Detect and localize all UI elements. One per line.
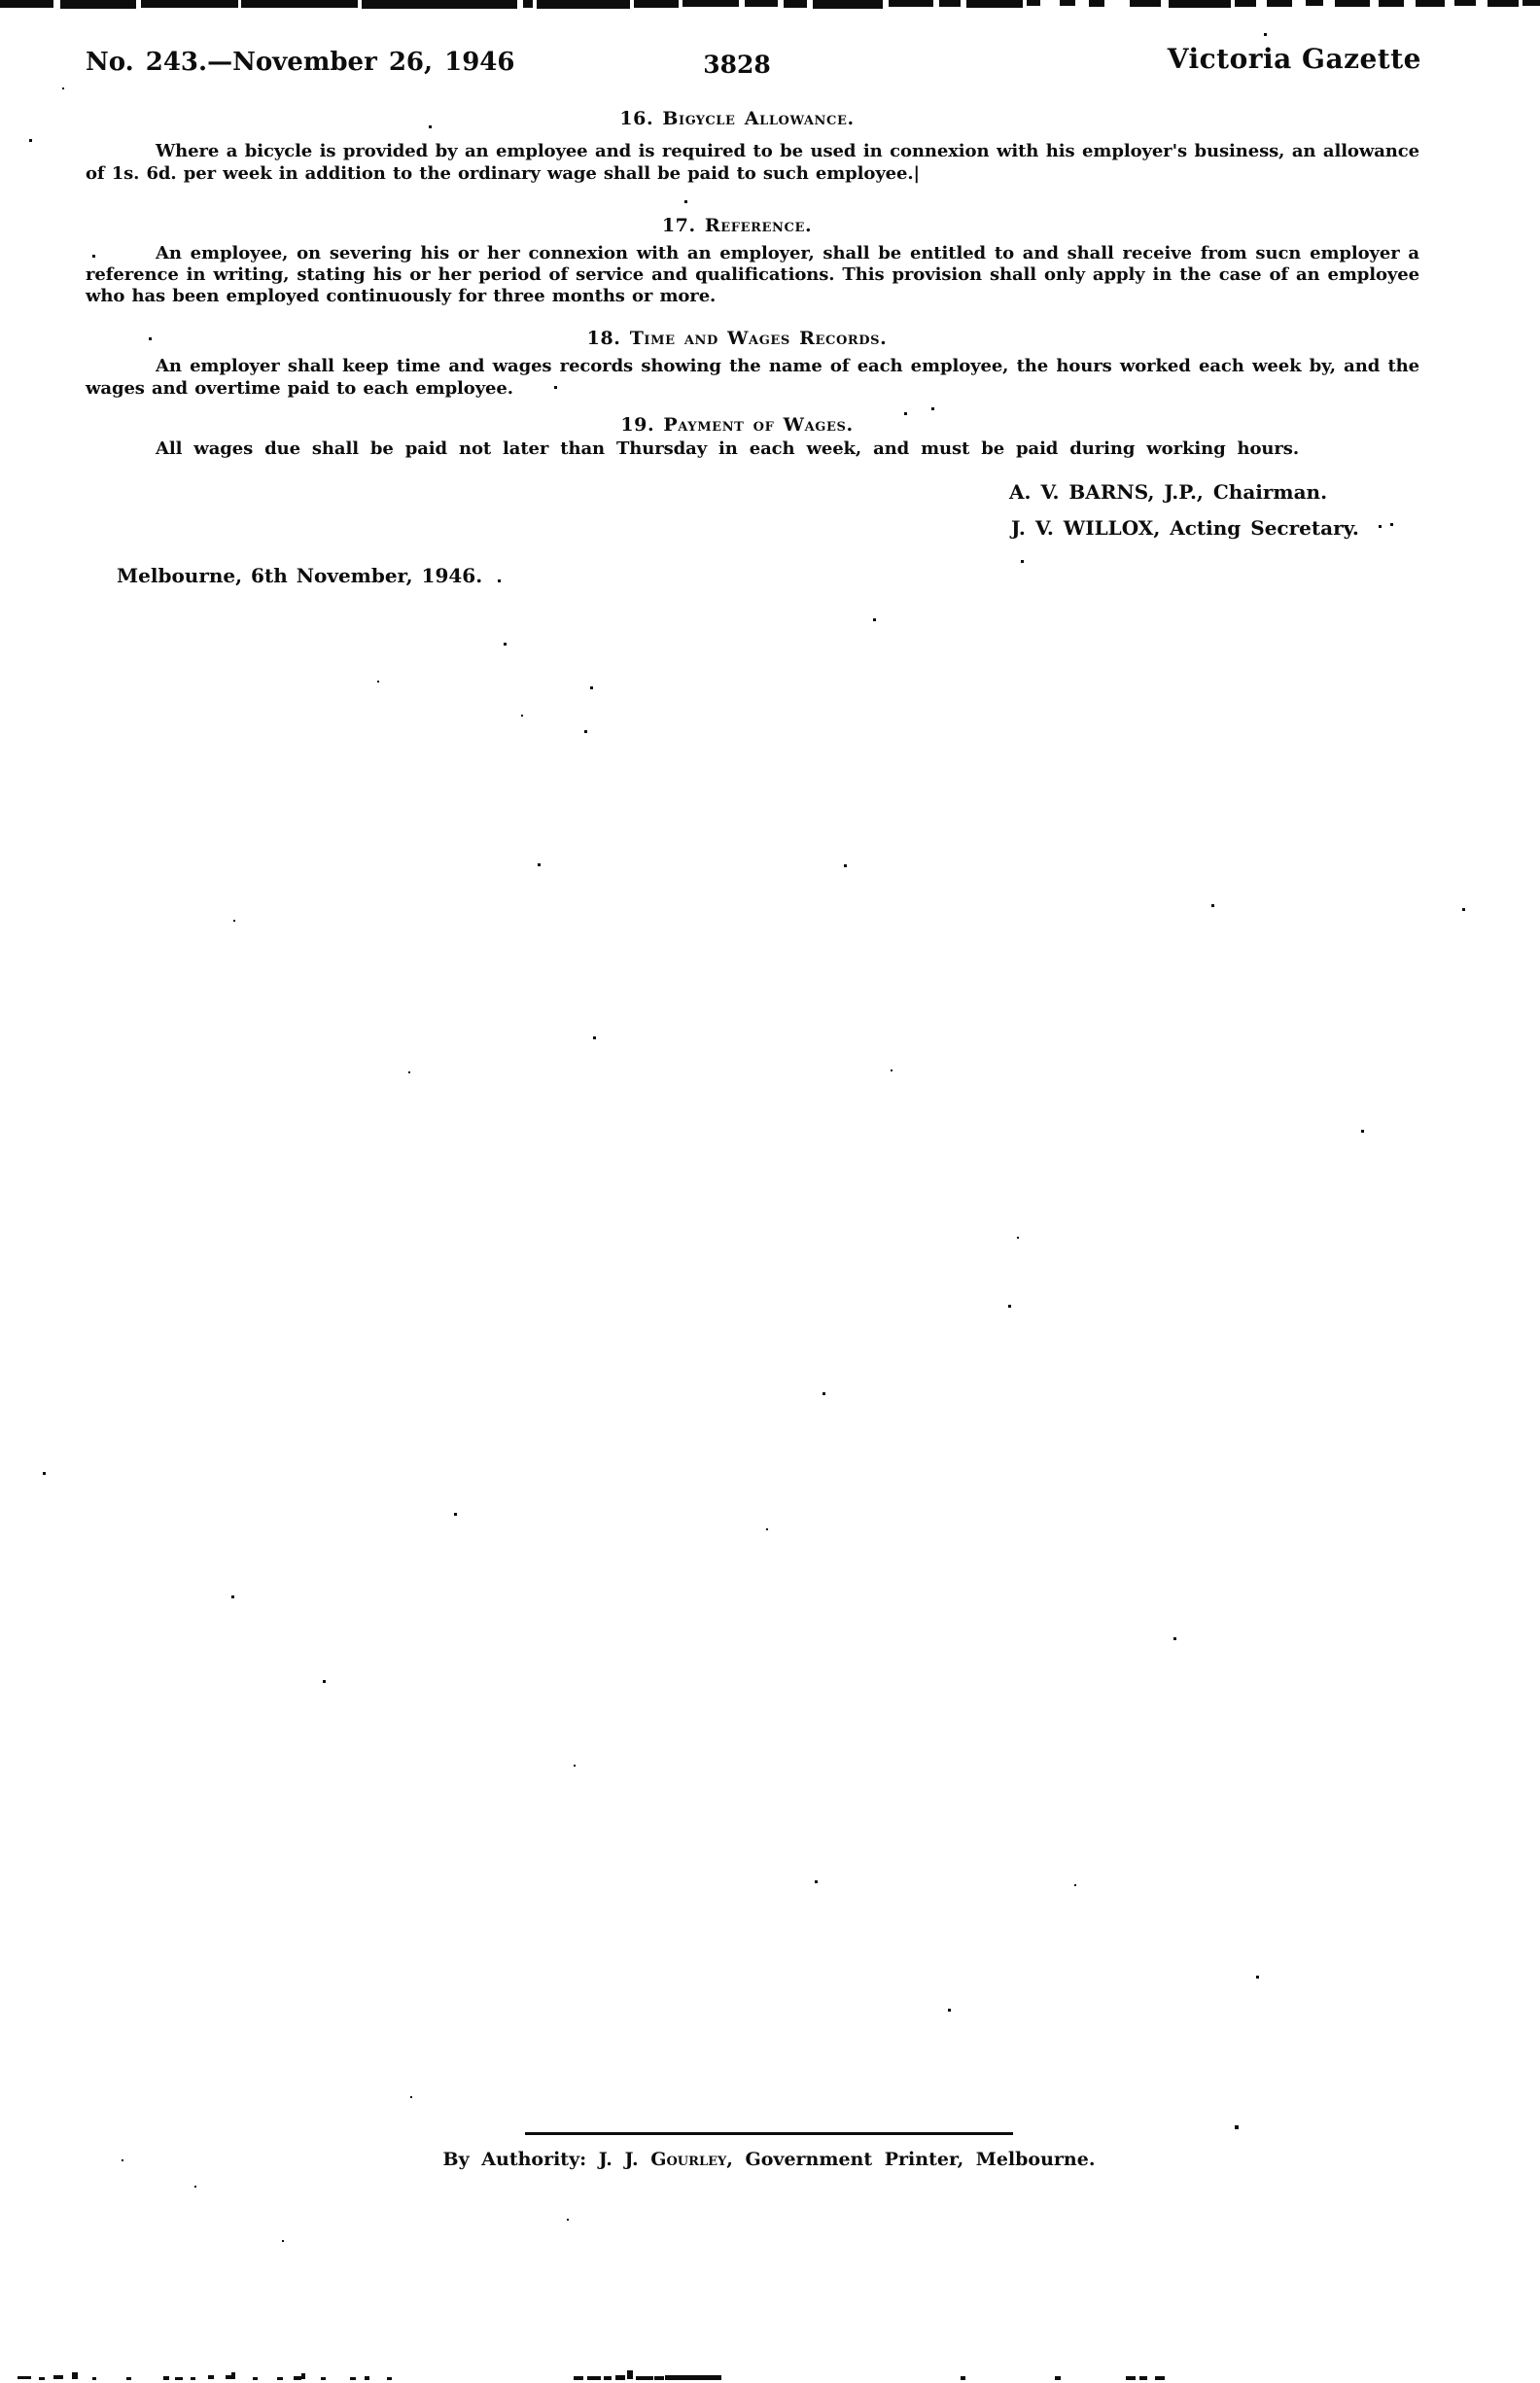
top-edge-scan-bar bbox=[537, 0, 630, 9]
dust-speck bbox=[590, 686, 593, 689]
dust-speck bbox=[454, 1513, 457, 1516]
top-edge-scan-bar bbox=[1027, 0, 1040, 6]
dust-speck bbox=[62, 88, 64, 89]
dust-speck bbox=[1379, 525, 1382, 528]
dust-speck bbox=[498, 579, 501, 582]
top-edge-scan-bar bbox=[784, 0, 807, 8]
dust-speck bbox=[1256, 1976, 1259, 1979]
dust-speck bbox=[538, 863, 541, 866]
bottom-edge-scan-mark bbox=[231, 2372, 235, 2379]
dust-speck bbox=[233, 920, 235, 922]
dust-speck bbox=[822, 1392, 825, 1395]
top-edge-scan-bar bbox=[1235, 0, 1256, 7]
section-16-line-2: of 1s. 6d. per week in addition to the ordinary wage shall be paid to such employee.| bbox=[86, 163, 920, 184]
dust-speck bbox=[567, 2219, 569, 2221]
dust-speck bbox=[931, 407, 934, 410]
bottom-edge-scan-mark bbox=[665, 2375, 721, 2380]
dateline: Melbourne, 6th November, 1946. bbox=[117, 564, 483, 587]
section-19-line-1: All wages due shall be paid not later than Thursday in each week, and must be paid during working hours. bbox=[156, 438, 1299, 459]
dust-speck bbox=[282, 2240, 284, 2242]
signature-secretary: J. V. WILLOX, Acting Secretary. bbox=[1011, 516, 1359, 540]
section-18-line-1: An employer shall keep time and wages records showing the name of each employee, the hours worked each week by, and the bbox=[156, 356, 1419, 376]
dust-speck bbox=[1361, 1130, 1364, 1133]
bottom-edge-scan-mark bbox=[175, 2377, 183, 2380]
dust-speck bbox=[410, 2096, 412, 2098]
bottom-edge-scan-mark bbox=[18, 2376, 31, 2379]
top-edge-scan-bar bbox=[1267, 0, 1292, 7]
dust-speck bbox=[574, 1765, 576, 1767]
top-edge-scan-bar bbox=[1060, 0, 1075, 6]
bottom-edge-scan-mark bbox=[301, 2373, 305, 2379]
imprint-post: , Government Printer, Melbourne. bbox=[726, 2149, 1096, 2170]
dust-speck bbox=[766, 1528, 768, 1530]
bottom-edge-scan-mark bbox=[387, 2377, 392, 2380]
dust-speck bbox=[1264, 33, 1267, 36]
bottom-edge-scan-mark bbox=[277, 2377, 283, 2380]
bottom-edge-scan-mark bbox=[604, 2376, 612, 2380]
dust-speck bbox=[873, 618, 876, 621]
dust-speck bbox=[1074, 1884, 1076, 1886]
top-edge-scan-bar bbox=[1306, 0, 1323, 6]
top-edge-scan-bar bbox=[141, 0, 238, 8]
bottom-edge-scan-mark bbox=[53, 2375, 63, 2379]
top-edge-scan-bar bbox=[60, 0, 136, 9]
top-edge-scan-bar bbox=[682, 0, 739, 7]
top-edge-scan-bar bbox=[1169, 0, 1231, 8]
dust-speck bbox=[948, 2009, 951, 2012]
bottom-edge-scan-mark bbox=[1126, 2376, 1136, 2380]
bottom-edge-scan-mark bbox=[253, 2377, 258, 2380]
bottom-edge-scan-mark bbox=[92, 2377, 96, 2380]
gazette-issue-number: No. 243.—November 26, 1946 bbox=[86, 48, 515, 77]
section-16-heading: 16. Bicycle Allowance. bbox=[619, 108, 855, 129]
bottom-edge-scan-mark bbox=[627, 2370, 633, 2379]
footer-divider-rule bbox=[525, 2132, 1013, 2135]
dust-speck bbox=[684, 200, 687, 203]
top-edge-scan-bar bbox=[1379, 0, 1404, 7]
dust-speck bbox=[323, 1680, 326, 1683]
bottom-edge-scan-mark bbox=[208, 2375, 214, 2379]
top-edge-scan-bar bbox=[523, 0, 533, 8]
section-17-line-1: An employee, on severing his or her connexion with an employer, shall be entitled to and shall receive from sucn employer a bbox=[156, 243, 1419, 263]
bottom-edge-scan-mark bbox=[1155, 2376, 1165, 2380]
top-edge-scan-bar bbox=[241, 0, 358, 8]
top-edge-scan-bar bbox=[1488, 0, 1519, 7]
imprint-pre: By Authority: J. J. bbox=[442, 2149, 651, 2170]
dust-speck bbox=[43, 1472, 46, 1475]
section-17-line-2: reference in writing, stating his or her period of service and qualifications. This provision shall only apply in the case of an employee bbox=[86, 264, 1419, 285]
top-edge-scan-bar bbox=[1335, 0, 1370, 7]
section-19-heading: 19. Payment of Wages. bbox=[620, 414, 854, 436]
section-17-heading: 17. Reference. bbox=[661, 215, 813, 236]
dust-speck bbox=[408, 1071, 410, 1073]
top-edge-scan-bar bbox=[745, 0, 778, 7]
dust-speck bbox=[1211, 904, 1214, 907]
bottom-edge-scan-mark bbox=[72, 2372, 78, 2379]
bottom-edge-scan-mark bbox=[39, 2377, 45, 2380]
dust-speck bbox=[891, 1069, 892, 1071]
bottom-edge-scan-mark bbox=[574, 2376, 583, 2380]
dust-speck bbox=[194, 2186, 196, 2188]
bottom-edge-scan-mark bbox=[350, 2377, 356, 2380]
dust-speck bbox=[521, 715, 523, 717]
top-edge-scan-bar bbox=[966, 0, 1023, 8]
top-edge-scan-bar bbox=[1454, 0, 1476, 6]
bottom-edge-scan-mark bbox=[615, 2375, 625, 2380]
dust-speck bbox=[584, 730, 587, 733]
dust-speck bbox=[231, 1595, 234, 1598]
dust-speck bbox=[1235, 2125, 1239, 2129]
section-18-line-2: wages and overtime paid to each employee. bbox=[86, 378, 513, 399]
dust-speck bbox=[29, 139, 32, 142]
top-edge-scan-bar bbox=[1522, 0, 1540, 6]
gazette-title: Victoria Gazette bbox=[1167, 43, 1421, 75]
top-edge-scan-bar bbox=[1416, 0, 1445, 7]
dust-speck bbox=[92, 255, 95, 258]
bottom-edge-scan-mark bbox=[636, 2376, 653, 2380]
dust-speck bbox=[554, 386, 557, 389]
bottom-edge-scan-mark bbox=[961, 2376, 965, 2380]
section-18-heading: 18. Time and Wages Records. bbox=[586, 328, 888, 349]
dust-speck bbox=[1017, 1237, 1019, 1239]
dust-speck bbox=[1008, 1305, 1011, 1308]
bottom-edge-scan-mark bbox=[191, 2377, 195, 2380]
dust-speck bbox=[504, 643, 507, 646]
top-edge-scan-bar bbox=[939, 0, 961, 7]
bottom-edge-scan-mark bbox=[1055, 2376, 1061, 2380]
section-17-line-3: who has been employed continuously for three months or more. bbox=[86, 286, 717, 306]
page-number: 3828 bbox=[703, 51, 771, 79]
bottom-edge-scan-mark bbox=[163, 2376, 169, 2380]
dust-speck bbox=[1462, 908, 1465, 911]
dust-speck bbox=[844, 864, 847, 867]
top-edge-scan-bar bbox=[813, 0, 883, 9]
bottom-edge-scan-mark bbox=[1139, 2376, 1147, 2380]
dust-speck bbox=[377, 681, 379, 683]
top-edge-scan-bar bbox=[362, 0, 517, 9]
bottom-edge-scan-mark bbox=[365, 2376, 369, 2380]
top-edge-scan-bar bbox=[1130, 0, 1161, 7]
top-edge-scan-bar bbox=[634, 0, 679, 8]
imprint-line bbox=[234, 2148, 1304, 2171]
signature-chairman: A. V. BARNS, J.P., Chairman. bbox=[1009, 480, 1328, 504]
section-16-line-1: Where a bicycle is provided by an employee and is required to be used in connexion with his employer's business, an allowance bbox=[156, 141, 1419, 161]
top-edge-scan-bar bbox=[1089, 0, 1104, 7]
top-edge-scan-bar bbox=[889, 0, 933, 7]
dust-speck bbox=[593, 1036, 596, 1039]
bottom-edge-scan-mark bbox=[294, 2376, 301, 2380]
dust-speck bbox=[815, 1880, 818, 1883]
imprint-printer-name: Gourley bbox=[650, 2149, 727, 2170]
dust-speck bbox=[1173, 1637, 1176, 1640]
bottom-edge-scan-mark bbox=[126, 2377, 131, 2380]
bottom-edge-scan-mark bbox=[321, 2377, 326, 2380]
dust-speck bbox=[1021, 560, 1024, 563]
dust-speck bbox=[122, 2159, 123, 2161]
dust-speck bbox=[1390, 523, 1393, 526]
bottom-edge-scan-mark bbox=[654, 2376, 664, 2380]
top-edge-scan-bar bbox=[0, 0, 53, 8]
bottom-edge-scan-mark bbox=[587, 2376, 601, 2380]
